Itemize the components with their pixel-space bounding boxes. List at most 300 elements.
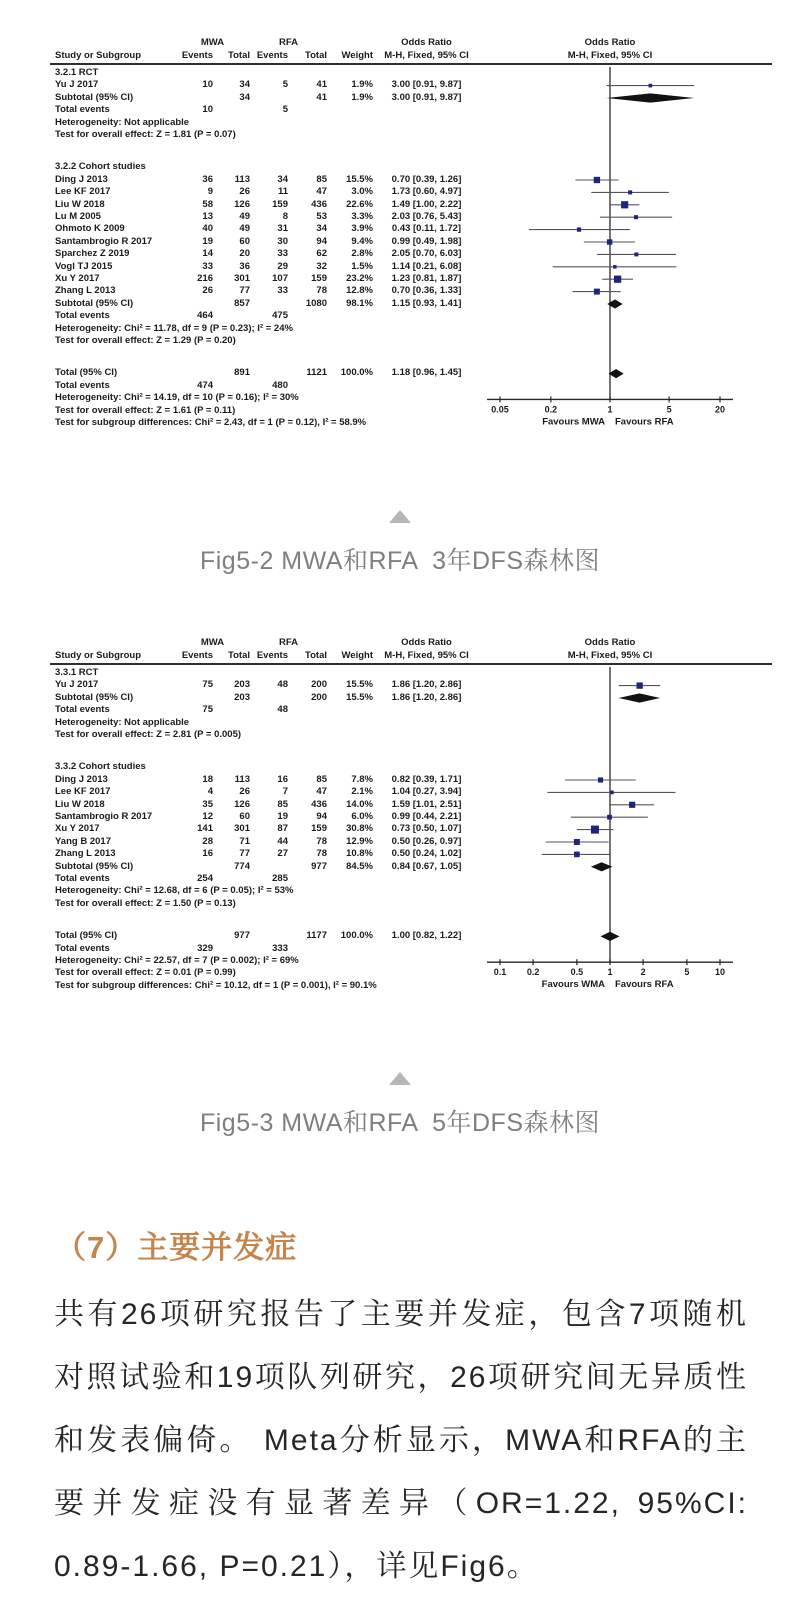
col-method: M-H, Fixed, 95% CI (384, 650, 469, 661)
col-events-rfa: Events (256, 650, 288, 661)
forest-header-columns (55, 49, 480, 62)
cell-total-mwa (213, 104, 250, 116)
cell-total-mwa: 891 (234, 367, 250, 379)
cell-total-mwa: 126 (234, 198, 250, 210)
or-point-marker (594, 289, 600, 295)
axis-tick-label: 0.1 (493, 967, 507, 978)
forest-row-subtotal (55, 92, 480, 104)
cell-or-ci: 0.99 [0.44, 2.21] (391, 811, 462, 822)
forest-row-study (55, 199, 480, 211)
cell-or-ci (373, 704, 480, 716)
or-point-marker (598, 777, 603, 782)
or-point-marker (610, 791, 614, 795)
cell-weight: 12.8% (346, 285, 373, 297)
cell-study: Subtotal (95% CI) (55, 860, 134, 872)
cell-total-mwa: 20 (239, 248, 250, 260)
cell-events-rfa: 16 (277, 773, 288, 785)
cell-weight: 1.9% (351, 79, 373, 91)
pooled-diamond (591, 862, 612, 871)
forest-row-note: Heterogeneity: Chi² = 11.78, df = 9 (P = 0.23); I² = 24% (55, 322, 293, 334)
axis-tick-label: 10 (714, 967, 726, 978)
or-point-marker (607, 815, 612, 820)
cell-events-mwa (175, 92, 213, 104)
forest-row-study (55, 223, 480, 235)
favours-left-label: Favours WMA (541, 979, 605, 991)
figure-caption-fig5-2: Fig5-2 MWA和RFA 3年DFS森林图 (199, 547, 600, 575)
cell-study: Yang B 2017 (55, 835, 111, 847)
cell-weight: 3.9% (351, 223, 373, 235)
forest-row-study (55, 774, 480, 786)
col-total-mwa: Total (228, 50, 250, 61)
cell-total-mwa (213, 310, 250, 322)
cell-or-ci: 1.00 [0.82, 1.22] (391, 930, 462, 942)
cell-total-rfa (288, 310, 327, 322)
cell-total-mwa: 203 (234, 679, 250, 691)
forest-row-study (55, 273, 480, 285)
cell-weight: 30.8% (346, 823, 373, 835)
or-point-marker (621, 201, 628, 208)
cell-total-rfa: 85 (316, 173, 327, 185)
cell-total-rfa: 53 (316, 211, 327, 222)
cell-or-ci: 0.82 [0.39, 1.71] (391, 773, 462, 785)
cell-total-mwa: 301 (234, 823, 250, 835)
cell-study: Total events (55, 704, 110, 716)
cell-total-rfa: 977 (311, 860, 327, 872)
plot-column-header (510, 36, 710, 62)
axis-tick-label: 0.5 (570, 967, 584, 978)
forest-row-study (55, 823, 480, 835)
cell-events-rfa: 31 (277, 223, 288, 235)
cell-weight (327, 104, 373, 116)
col-total-mwa: Total (228, 650, 250, 661)
cell-weight: 10.8% (346, 848, 373, 860)
cell-or-ci: 2.03 [0.76, 5.43] (391, 211, 462, 222)
cell-study: Total events (55, 104, 110, 116)
cell-total-mwa: 857 (234, 297, 250, 309)
plot-method-label: M-H, Fixed, 95% CI (567, 50, 653, 61)
cell-total-rfa: 200 (311, 691, 327, 703)
forest-row-section: 3.3.2 Cohort studies (55, 761, 146, 773)
forest-header-groups (55, 636, 480, 649)
cell-study: Total events (55, 310, 110, 322)
figure-caption-fig5-3: Fig5-3 MWA和RFA 5年DFS森林图 (199, 1109, 600, 1137)
cell-study: Total events (55, 873, 110, 884)
cell-study: Ding J 2013 (55, 173, 108, 185)
cell-or-ci: 0.50 [0.24, 1.02] (391, 848, 462, 860)
cell-events-rfa: 19 (277, 811, 288, 822)
cell-total-rfa: 34 (316, 223, 327, 235)
forest-row-study (55, 811, 480, 823)
cell-events-rfa: 159 (272, 198, 288, 210)
cell-events-mwa: 4 (207, 786, 213, 798)
forest-row-note: Test for subgroup differences: Chi² = 10.12, df = 1 (P = 0.001), I² = 90.1% (55, 979, 377, 991)
forest-row-events (55, 104, 480, 116)
cell-study: Subtotal (95% CI) (55, 91, 134, 103)
cell-events-rfa: 48 (277, 704, 288, 716)
cell-events-mwa: 26 (202, 285, 213, 297)
cell-events-mwa: 19 (202, 235, 213, 247)
forest-row-note: Test for subgroup differences: Chi² = 2.43, df = 1 (P = 0.12), I² = 58.9% (55, 417, 367, 428)
cell-events-rfa: 48 (277, 679, 288, 691)
forest-row-events (55, 380, 480, 392)
forest-row-study (55, 186, 480, 198)
cell-events-mwa: 254 (197, 873, 213, 884)
cell-events-rfa: 333 (272, 942, 288, 954)
cell-weight: 23.2% (346, 273, 373, 284)
cell-events-rfa: 11 (277, 186, 288, 198)
forest-row-note: Heterogeneity: Not applicable (55, 116, 190, 128)
forest-row-note: Heterogeneity: Chi² = 22.57, df = 7 (P = 0.002); I² = 69% (55, 955, 299, 966)
cell-weight: 3.0% (351, 186, 373, 198)
cell-events-mwa (175, 367, 213, 379)
cell-or-ci (373, 943, 480, 955)
cell-or-ci: 0.43 [0.11, 1.72] (391, 223, 462, 235)
cell-events-mwa: 10 (202, 79, 213, 91)
cell-events-mwa: 58 (202, 198, 213, 210)
cell-or-ci: 1.14 [0.21, 6.08] (391, 260, 462, 272)
cell-study: Ding J 2013 (55, 773, 108, 785)
col-total-rfa: Total (305, 50, 327, 61)
forest-row-note: Test for overall effect: Z = 2.81 (P = 0.005) (55, 729, 242, 740)
axis-tick-label: 5 (666, 404, 672, 415)
cell-weight: 6.0% (351, 811, 373, 822)
cell-total-mwa: 977 (234, 930, 250, 942)
cell-events-mwa: 14 (202, 248, 213, 260)
or-point-marker (614, 276, 621, 283)
forest-table-header (55, 36, 480, 62)
or-point-marker (607, 239, 612, 244)
cell-total-rfa: 1121 (306, 367, 327, 379)
cell-total-rfa: 85 (316, 773, 327, 785)
cell-or-ci (373, 873, 480, 885)
cell-events-mwa: 216 (197, 273, 213, 284)
cell-study: Total events (55, 379, 110, 391)
or-point-marker (649, 84, 653, 88)
plot-column-header (510, 636, 710, 662)
or-point-marker (613, 265, 616, 268)
cell-total-rfa: 1177 (306, 930, 327, 942)
cell-events-rfa: 34 (277, 173, 288, 185)
cell-events-rfa: 5 (282, 104, 288, 116)
forest-row-study (55, 786, 480, 798)
forest-row-subtotal (55, 861, 480, 873)
forest-row-note: Test for overall effect: Z = 1.61 (P = 0.11) (55, 404, 236, 416)
cell-weight: 98.1% (346, 297, 373, 309)
cell-study: Total (95% CI) (55, 367, 118, 379)
cell-total-mwa: 36 (239, 260, 250, 272)
cell-events-mwa: 16 (202, 848, 213, 860)
forest-row-study (55, 79, 480, 91)
cell-study: Santambrogio R 2017 (55, 811, 153, 822)
cell-events-mwa (175, 298, 213, 310)
cell-study: Zhang L 2013 (55, 848, 116, 860)
cell-events-mwa: 9 (207, 186, 213, 198)
or-point-marker (577, 227, 581, 231)
cell-total-rfa: 159 (311, 823, 327, 835)
forest-table-rows (55, 67, 480, 429)
cell-total-mwa (213, 704, 250, 716)
forest-row-subtotal (55, 298, 480, 310)
cell-study: Liu W 2018 (55, 198, 105, 210)
cell-study: Subtotal (95% CI) (55, 691, 134, 703)
cell-total-mwa: 77 (239, 848, 250, 860)
or-point-marker (591, 826, 599, 834)
col-events-mwa: Events (181, 50, 213, 61)
cell-weight (327, 310, 373, 322)
cell-total-mwa: 60 (239, 235, 250, 247)
cell-study: Subtotal (95% CI) (55, 297, 134, 309)
cell-weight: 12.9% (346, 835, 373, 847)
body-paragraph: 共有26项研究报告了主要并发症，包含7项随机对照试验和19项队列研究，26项研究间无异质性和发表偏倚。 Meta分析显示，MWA和RFA的主要并发症没有显著差异（OR=1.22, 95%CI: 0.89-1.66, P=0.21），详见Fig6。 (54, 1298, 748, 1583)
axis-tick-label: 1 (607, 404, 613, 415)
axis-tick-label: 0.2 (526, 967, 540, 978)
col-weight: Weight (341, 650, 373, 661)
group2-label: RFA (279, 637, 298, 648)
cell-total-rfa: 94 (316, 235, 327, 247)
cell-events-mwa: 40 (202, 223, 213, 235)
cell-events-mwa: 329 (197, 942, 213, 954)
cell-events-mwa (175, 930, 213, 942)
axis-tick-label: 0.2 (544, 404, 558, 415)
or-point-marker (634, 215, 638, 219)
forest-row-events (55, 873, 480, 885)
cell-or-ci: 1.23 [0.81, 1.87] (391, 273, 462, 284)
cell-events-mwa: 75 (202, 679, 213, 691)
cell-weight: 7.8% (351, 773, 373, 785)
cell-or-ci: 3.00 [0.91, 9.87] (391, 91, 462, 103)
forest-plot-fig5-3 (30, 636, 775, 1031)
cell-or-ci: 0.50 [0.26, 0.97] (391, 835, 462, 847)
cell-study: Lee KF 2017 (55, 186, 111, 198)
cell-study: Total (95% CI) (55, 930, 118, 942)
col-events-mwa: Events (181, 650, 213, 661)
cell-events-rfa: 8 (282, 211, 288, 222)
forest-row-total (55, 930, 480, 942)
forest-row-section: 3.2.1 RCT (55, 67, 99, 78)
cell-total-mwa: 203 (234, 691, 250, 703)
cell-total-rfa: 94 (316, 811, 327, 822)
forest-table-rows (55, 667, 480, 992)
col-study: Study or Subgroup (55, 50, 142, 61)
cell-weight (327, 943, 373, 955)
cell-total-mwa: 34 (239, 79, 250, 91)
cell-total-mwa: 126 (234, 798, 250, 810)
cell-events-mwa: 35 (202, 798, 213, 810)
cell-total-mwa: 34 (239, 91, 250, 103)
cell-weight: 100.0% (340, 930, 373, 942)
cell-or-ci: 0.73 [0.50, 1.07] (391, 823, 462, 835)
pooled-diamond (607, 93, 695, 102)
col-events-rfa: Events (256, 50, 288, 61)
cell-total-mwa: 60 (239, 811, 250, 822)
cell-events-mwa: 464 (197, 310, 213, 322)
cell-events-mwa: 75 (202, 704, 213, 716)
cell-total-mwa (213, 873, 250, 885)
forest-table-header (55, 636, 480, 662)
forest-row-section: 3.2.2 Cohort studies (55, 161, 146, 173)
cell-total-mwa (213, 380, 250, 392)
cell-total-mwa: 49 (239, 211, 250, 222)
forest-row-section: 3.3.1 RCT (55, 667, 99, 678)
forest-row-study (55, 174, 480, 186)
collapse-arrow-icon[interactable] (389, 510, 411, 523)
cell-events-mwa: 36 (202, 173, 213, 185)
cell-weight: 15.5% (346, 173, 373, 185)
cell-total-rfa: 62 (316, 248, 327, 260)
or-point-marker (636, 682, 642, 688)
forest-plot-fig5-2 (30, 36, 775, 471)
cell-total-rfa: 41 (316, 79, 327, 91)
cell-total-rfa (288, 943, 327, 955)
cell-total-rfa: 436 (311, 198, 327, 210)
cell-or-ci (373, 380, 480, 392)
or-label: Odds Ratio (401, 37, 452, 48)
cell-study: Lu M 2005 (55, 211, 101, 222)
or-label: Odds Ratio (401, 637, 452, 648)
cell-study: Ohmoto K 2009 (55, 223, 125, 235)
cell-or-ci: 1.04 [0.27, 3.94] (391, 786, 462, 798)
section-heading: （7）主要并发症 (55, 1230, 298, 1265)
cell-events-mwa (175, 861, 213, 873)
cell-total-mwa: 77 (239, 285, 250, 297)
cell-total-rfa (288, 873, 327, 885)
cell-events-mwa (175, 692, 213, 704)
cell-events-rfa (250, 367, 288, 379)
cell-total-mwa: 113 (234, 173, 250, 185)
cell-total-rfa: 47 (316, 186, 327, 198)
cell-events-rfa: 33 (277, 285, 288, 297)
forest-row-study (55, 848, 480, 860)
forest-row-study (55, 248, 480, 260)
cell-weight: 100.0% (340, 367, 373, 379)
axis-tick-label: 20 (714, 404, 726, 415)
cell-or-ci (373, 104, 480, 116)
or-point-marker (594, 177, 600, 183)
cell-events-rfa: 33 (277, 248, 288, 260)
cell-or-ci: 1.86 [1.20, 2.86] (391, 679, 462, 691)
forest-row-study (55, 236, 480, 248)
group1-label: MWA (200, 637, 225, 648)
cell-or-ci: 1.86 [1.20, 2.86] (391, 691, 462, 703)
favours-right-label: Favours RFA (615, 979, 674, 991)
col-weight: Weight (341, 50, 373, 61)
group2-label: RFA (279, 37, 298, 48)
cell-or-ci: 1.15 [0.93, 1.41] (391, 297, 462, 309)
cell-total-mwa: 49 (239, 223, 250, 235)
cell-total-rfa (288, 104, 327, 116)
cell-study: Yu J 2017 (55, 679, 99, 691)
cell-events-mwa: 141 (197, 823, 213, 835)
cell-study: Vogl TJ 2015 (55, 260, 113, 272)
cell-study: Xu Y 2017 (55, 273, 100, 284)
cell-events-rfa (250, 92, 288, 104)
axis-tick-label: 1 (607, 967, 613, 978)
plot-or-label: Odds Ratio (584, 37, 636, 48)
cell-weight: 15.5% (346, 691, 373, 703)
forest-row-study (55, 211, 480, 223)
forest-row-note: Heterogeneity: Chi² = 14.19, df = 10 (P = 0.16); I² = 30% (55, 392, 299, 404)
cell-study: Sparchez Z 2019 (55, 248, 130, 260)
cell-total-rfa: 47 (316, 786, 327, 798)
pooled-diamond (609, 369, 624, 378)
header-rule (50, 663, 772, 665)
cell-events-rfa: 87 (277, 823, 288, 835)
cell-events-rfa: 27 (277, 848, 288, 860)
cell-study: Xu Y 2017 (55, 823, 100, 835)
cell-total-rfa: 78 (316, 835, 327, 847)
cell-events-rfa: 29 (277, 260, 288, 272)
or-point-marker (574, 839, 580, 845)
collapse-arrow-icon[interactable] (389, 1072, 411, 1085)
forest-graph (475, 67, 775, 442)
cell-or-ci: 2.05 [0.70, 6.03] (391, 248, 462, 260)
axis-tick-label: 0.05 (491, 404, 509, 415)
cell-study: Yu J 2017 (55, 79, 99, 91)
cell-total-rfa: 1080 (305, 297, 327, 309)
cell-weight (327, 873, 373, 885)
forest-row-study (55, 799, 480, 811)
cell-weight: 3.3% (351, 211, 373, 222)
favours-right-label: Favours RFA (615, 416, 674, 428)
cell-events-rfa (250, 692, 288, 704)
cell-total-rfa: 159 (311, 273, 327, 284)
col-study: Study or Subgroup (55, 650, 142, 661)
cell-events-mwa: 474 (197, 379, 213, 391)
cell-total-rfa: 41 (316, 91, 327, 103)
cell-events-rfa: 5 (282, 79, 288, 91)
cell-events-mwa: 13 (202, 211, 213, 222)
cell-events-rfa: 30 (277, 235, 288, 247)
cell-study: Santambrogio R 2017 (55, 235, 153, 247)
cell-events-mwa: 12 (202, 811, 213, 822)
cell-or-ci: 1.59 [1.01, 2.51] (391, 798, 462, 810)
cell-or-ci: 0.84 [0.67, 1.05] (391, 860, 462, 872)
cell-or-ci: 1.73 [0.60, 4.97] (391, 186, 462, 198)
group1-label: MWA (200, 37, 225, 48)
cell-events-mwa: 18 (202, 773, 213, 785)
cell-events-rfa: 107 (272, 273, 288, 284)
forest-row-note: Heterogeneity: Chi² = 12.68, df = 6 (P = 0.05); I² = 53% (55, 885, 294, 897)
forest-row-note: Heterogeneity: Not applicable (55, 716, 190, 728)
forest-header-groups (55, 36, 480, 49)
cell-total-rfa (288, 704, 327, 716)
cell-events-rfa (250, 298, 288, 310)
cell-study: Liu W 2018 (55, 798, 105, 810)
cell-study: Lee KF 2017 (55, 786, 111, 798)
cell-events-rfa (250, 930, 288, 942)
cell-weight: 2.1% (351, 786, 373, 798)
cell-events-rfa: 285 (272, 873, 288, 884)
cell-weight: 14.0% (346, 798, 373, 810)
cell-events-mwa: 33 (202, 260, 213, 272)
axis-tick-label: 2 (640, 967, 646, 978)
cell-events-mwa: 28 (202, 835, 213, 847)
cell-events-rfa: 480 (272, 379, 288, 391)
cell-events-rfa: 475 (272, 310, 288, 322)
forest-row-note: Test for overall effect: Z = 1.29 (P = 0.20) (55, 335, 236, 346)
forest-row-note: Test for overall effect: Z = 1.81 (P = 0.07) (55, 129, 236, 140)
cell-total-mwa: 71 (239, 835, 250, 847)
forest-row-events (55, 310, 480, 322)
cell-total-rfa: 78 (316, 285, 327, 297)
or-point-marker (574, 852, 580, 858)
cell-weight: 22.6% (346, 198, 373, 210)
cell-total-mwa: 113 (234, 773, 250, 785)
plot-method-label: M-H, Fixed, 95% CI (567, 650, 653, 661)
forest-row-study (55, 836, 480, 848)
header-rule (50, 63, 772, 65)
or-point-marker (634, 252, 638, 256)
